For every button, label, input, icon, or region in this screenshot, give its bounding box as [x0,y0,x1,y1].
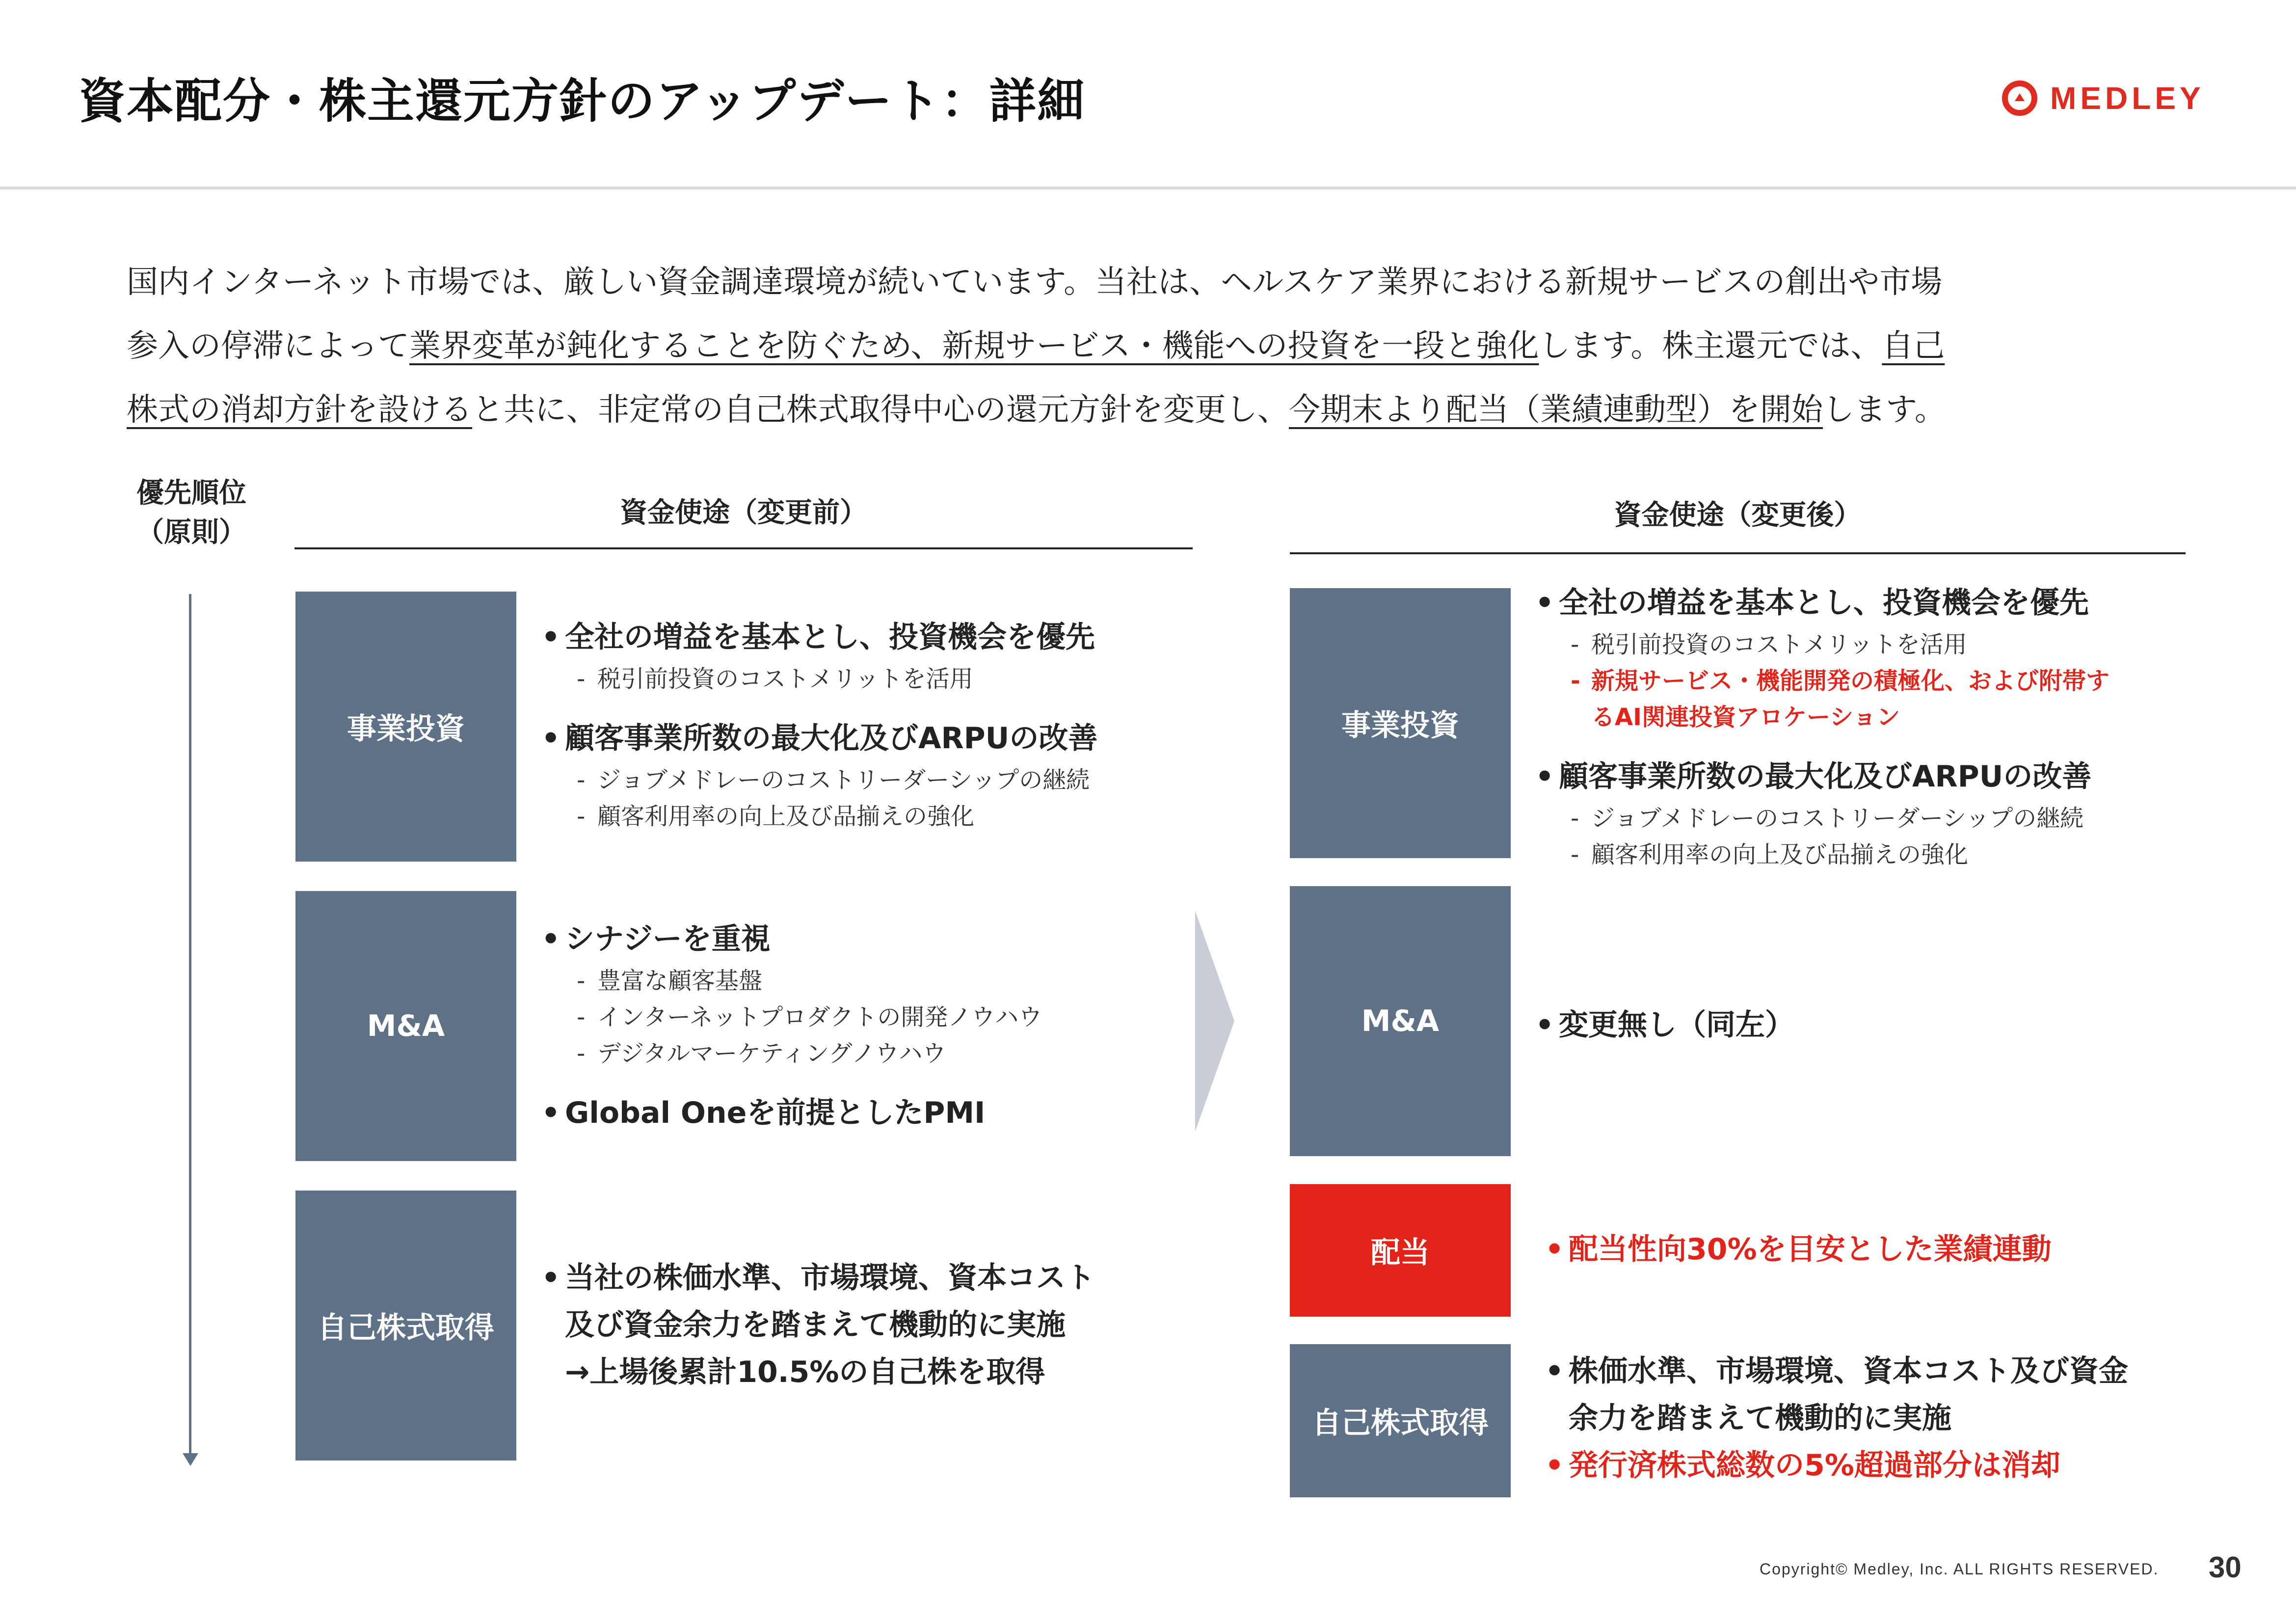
intro-text: します。 [1823,392,1946,428]
before-buyback-desc [537,1254,1095,1396]
header-divider [0,187,2296,189]
after-ma-desc [1531,1001,1794,1049]
intro-emphasis: 自己 [1882,328,1945,364]
sub-item: - 顧客利用率の向上及び品揃えの強化 [537,798,1097,835]
bullet-continuation: 及び資金余力を踏まえて機動的に実施 [565,1308,1066,1342]
bullet-item: • 変更無し（同左） [1531,1001,1794,1049]
before-investment-desc [537,614,1097,835]
sub-item: - インターネットプロダクトの開発ノウハウ [537,999,1042,1035]
after-dividend-box: 配当 [1290,1184,1511,1317]
page-number: 30 [2209,1551,2242,1584]
priority-arrow-line [189,594,191,1458]
bullet-item: • 株価水準、市場環境、資本コスト及び資金 [1541,1348,2128,1395]
before-investment-box: 事業投資 [295,592,516,862]
bullet-item: • シナジーを重視 [537,916,1042,963]
intro-text: します。株主還元では、 [1539,328,1882,364]
bullet-item-highlight: • 配当性向30%を目安とした業績連動 [1541,1226,2052,1273]
sub-item: - 顧客利用率の向上及び品揃えの強化 [1531,837,2109,873]
sub-item-highlight-continuation: るAI関連投資アロケーション [1591,704,1900,731]
sub-item: - 豊富な顧客基盤 [537,963,1042,999]
after-dividend-desc [1541,1226,2052,1273]
transition-arrow-icon [1195,911,1234,1132]
bullet-item: • 顧客事業所数の最大化及びARPUの改善 [1531,753,2109,800]
after-heading: 資金使途（変更後） [1614,499,1862,531]
bullet-item: • Global Oneを前提としたPMI [537,1089,1042,1137]
logo-text: MEDLEY [2050,81,2205,116]
before-ma-box: M&A [295,891,516,1161]
copyright-text: Copyright© Medley, Inc. ALL RIGHTS RESERVED. [1760,1560,2159,1578]
priority-label-line-1: 優先順位 [136,477,246,509]
intro-line-3 [127,378,2208,442]
priority-label-line-2: （原則） [136,516,246,548]
intro-line-1: 国内インターネット市場では、厳しい資金調達環境が続いています。当社は、ヘルスケア業界における新規サービスの創出や市場 [127,264,1943,300]
after-heading-rule [1290,552,2186,554]
intro-text: 参入の停滞によって [127,328,409,364]
intro-emphasis: 業界変革が鈍化することを防ぐため、新規サービス・機能への投資を一段と強化 [409,328,1539,364]
page-title: 資本配分・株主還元方針のアップデート：詳細 [79,74,1086,129]
bullet-item: • 全社の増益を基本とし、投資機会を優先 [537,614,1097,661]
sub-item: - 税引前投資のコストメリットを活用 [537,661,1097,697]
before-ma-desc [537,916,1042,1137]
after-buyback-desc [1541,1348,2128,1489]
after-investment-box: 事業投資 [1290,588,1511,858]
bullet-item: • 顧客事業所数の最大化及びARPUの改善 [537,715,1097,762]
intro-line-2 [127,314,2208,378]
intro-text: と共に、非定常の自己株式取得中心の還元方針を変更し、 [472,392,1289,428]
sub-item: - デジタルマーケティングノウハウ [537,1035,1042,1072]
after-ma-box: M&A [1290,886,1511,1156]
before-heading: 資金使途（変更前） [620,497,867,529]
before-buyback-box: 自己株式取得 [295,1191,516,1461]
priority-label [108,474,275,552]
bullet-continuation: →上場後累計10.5%の自己株を取得 [565,1355,1045,1389]
medley-logo [2000,74,2205,123]
medley-logo-icon [2000,79,2039,118]
after-buyback-box: 自己株式取得 [1290,1344,1511,1497]
bullet-item-highlight: • 発行済株式総数の5%超過部分は消却 [1541,1442,2128,1489]
bullet-item: • 当社の株価水準、市場環境、資本コスト [537,1254,1095,1301]
after-investment-desc [1531,579,2109,873]
sub-item: - 税引前投資のコストメリットを活用 [1531,626,2109,663]
bullet-continuation: 余力を踏まえて機動的に実施 [1569,1401,1951,1435]
sub-item-highlight: - 新規サービス・機能開発の積極化、および附帯す [1531,663,2109,699]
intro-emphasis: 今期末より配当（業績連動型）を開始 [1289,392,1823,428]
intro-emphasis: 株式の消却方針を設ける [127,392,472,428]
intro-paragraph [127,250,2208,442]
sub-item: - ジョブメドレーのコストリーダーシップの継続 [537,762,1097,798]
bullet-item: • 全社の増益を基本とし、投資機会を優先 [1531,579,2109,626]
sub-item: - ジョブメドレーのコストリーダーシップの継続 [1531,800,2109,837]
before-heading-rule [294,547,1193,549]
priority-arrow-head-icon [183,1453,198,1466]
